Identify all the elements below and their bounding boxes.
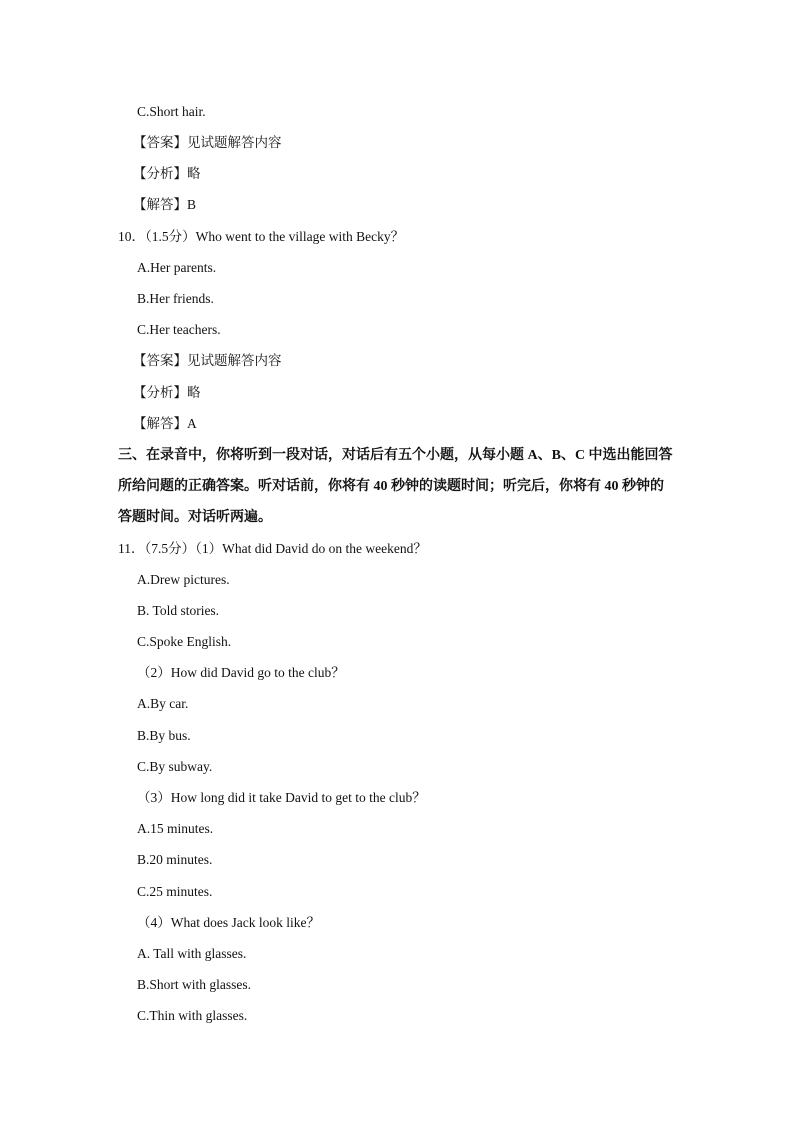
q11-3-option-c: C.25 minutes. (137, 884, 213, 899)
q11-2-option-c: C.By subway. (137, 759, 213, 774)
section-3-line-1: 三、在录音中，你将听到一段对话，对话后有五个小题，从每小题 A、B、C 中选出能回答 (118, 448, 673, 463)
q10-option-c: C.Her teachers. (137, 322, 221, 337)
q11-1-option-a: A.Drew pictures. (137, 572, 230, 587)
q9-solution: 【解答】B (133, 197, 197, 212)
q11-3-option-b: B.20 minutes. (137, 852, 213, 867)
q11-2-option-b: B.By bus. (137, 728, 191, 743)
q11-1-option-b: B. Told stories. (137, 603, 220, 618)
q11-4-option-a: A. Tall with glasses. (137, 946, 247, 961)
section-3-instructions (118, 440, 678, 533)
section-3-line-3: 答题时间。对话听两遍。 (118, 510, 272, 525)
q11-3-stem: （3）How long did it take David to get to the club？ (137, 790, 426, 805)
q10-answer: 【答案】见试题解答内容 (133, 353, 282, 368)
q10-stem: 10．（1.5分）Who went to the village with Becky？ (118, 229, 405, 244)
q9-answer: 【答案】见试题解答内容 (133, 135, 282, 150)
q11-3-option-a: A.15 minutes. (137, 821, 214, 836)
q11-2-option-a: A.By car. (137, 696, 189, 711)
q11-stem: 11．（7.5分）（1）What did David do on the weekend？ (118, 541, 427, 556)
q11-4-option-c: C.Thin with glasses. (137, 1008, 248, 1023)
q11-2-stem: （2）How did David go to the club？ (137, 665, 345, 680)
section-3-line-2: 所给问题的正确答案。听对话前，你将有 40 秒钟的读题时间；听完后，你将有 40 秒钟的 (118, 479, 664, 494)
q11-4-option-b: B.Short with glasses. (137, 977, 252, 992)
q10-option-a: A.Her parents. (137, 260, 217, 275)
q11-4-stem: （4）What does Jack look like？ (137, 915, 320, 930)
q10-analysis: 【分析】略 (133, 385, 201, 400)
q9-option-c: C.Short hair. (137, 104, 206, 119)
q10-solution: 【解答】A (133, 416, 197, 431)
q11-1-option-c: C.Spoke English. (137, 634, 232, 649)
q10-option-b: B.Her friends. (137, 291, 214, 306)
q9-analysis: 【分析】略 (133, 166, 201, 181)
